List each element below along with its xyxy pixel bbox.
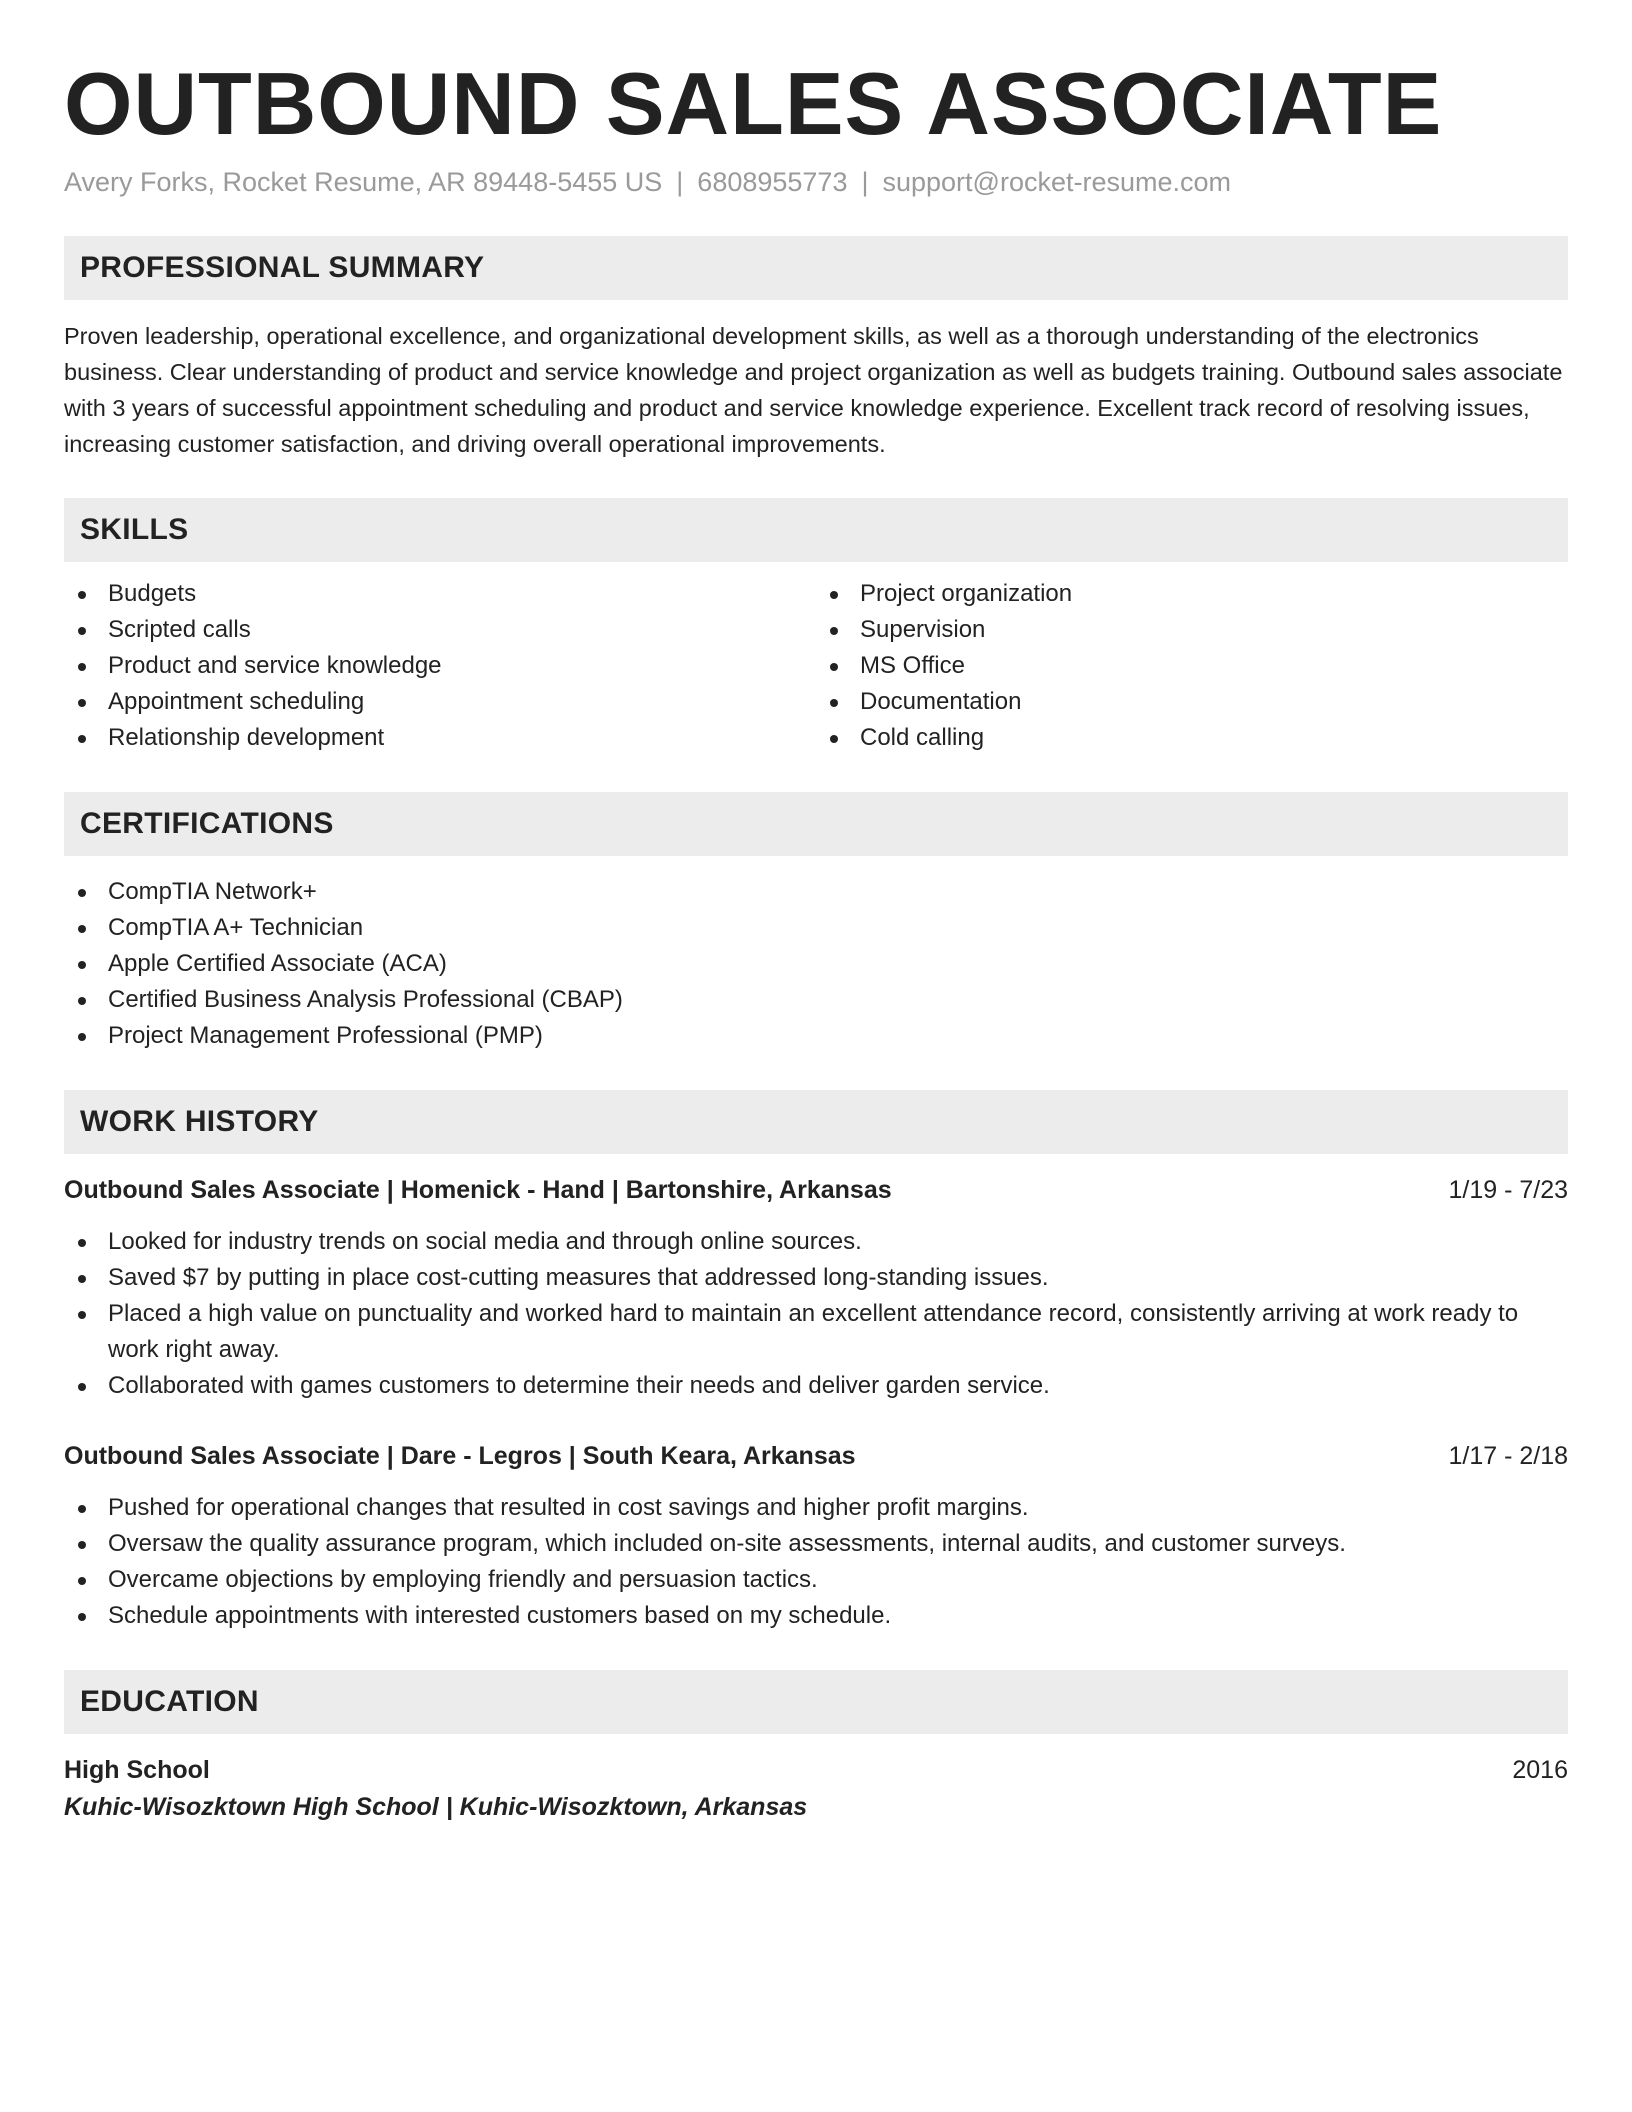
section-title: EDUCATION — [80, 1685, 259, 1718]
job-heading: Outbound Sales Associate | Homenick - Hand | Bartonshire, Arkansas — [64, 1176, 892, 1204]
list-item: Overcame objections by employing friendly and persuasion tactics. — [64, 1562, 1568, 1598]
skills-list-right — [816, 576, 1568, 756]
job-dates: 1/17 - 2/18 — [1448, 1442, 1568, 1470]
list-item: Collaborated with games customers to determine their needs and deliver garden service. — [64, 1368, 1568, 1404]
job-heading: Outbound Sales Associate | Dare - Legros | South Keara, Arkansas — [64, 1442, 856, 1470]
list-item: Product and service knowledge — [64, 648, 816, 684]
section-title: CERTIFICATIONS — [80, 807, 334, 840]
education-year: 2016 — [1512, 1756, 1568, 1784]
list-item: MS Office — [816, 648, 1568, 684]
list-item: Cold calling — [816, 720, 1568, 756]
section-header-education — [64, 1670, 1568, 1734]
job-entry — [64, 1172, 1568, 1404]
list-item: Project organization — [816, 576, 1568, 612]
list-item: Project Management Professional (PMP) — [64, 1018, 1568, 1054]
list-item: Placed a high value on punctuality and worked hard to maintain an excellent attendance record, consistently arriving at work ready to work right away. — [64, 1296, 1568, 1368]
certifications-list — [64, 874, 1568, 1054]
contact-address: Avery Forks, Rocket Resume, AR 89448-5455 US — [64, 167, 663, 197]
contact-separator: | — [861, 167, 869, 197]
job-bullets — [64, 1224, 1568, 1404]
job-bullets — [64, 1490, 1568, 1634]
section-title: PROFESSIONAL SUMMARY — [80, 251, 485, 284]
contact-separator: | — [676, 167, 684, 197]
list-item: Budgets — [64, 576, 816, 612]
list-item: Certified Business Analysis Professional (CBAP) — [64, 982, 1568, 1018]
list-item: Supervision — [816, 612, 1568, 648]
section-header-work-history — [64, 1090, 1568, 1154]
list-item: Pushed for operational changes that resulted in cost savings and higher profit margins. — [64, 1490, 1568, 1526]
job-header — [64, 1172, 1568, 1208]
job-header — [64, 1438, 1568, 1474]
summary-text: Proven leadership, operational excellence, and organizational development skills, as well as a thorough understanding of the electronics business. Clear understanding of product and service knowledge and project organization as well as budgets training. Outbound sales associate with 3 years of successful appointment scheduling and product and service knowledge experience. Excellent track record of resolving issues, increasing customer satisfaction, and driving overall operational improvements. — [64, 323, 1563, 457]
skills-list-left — [64, 576, 816, 756]
section-title: WORK HISTORY — [80, 1105, 319, 1138]
list-item: Relationship development — [64, 720, 816, 756]
contact-email: support@rocket-resume.com — [882, 167, 1232, 197]
job-entry — [64, 1438, 1568, 1634]
list-item: Appointment scheduling — [64, 684, 816, 720]
list-item: Apple Certified Associate (ACA) — [64, 946, 1568, 982]
list-item: Saved $7 by putting in place cost-cutting measures that addressed long-standing issues. — [64, 1260, 1568, 1296]
contact-phone: 6808955773 — [697, 167, 848, 197]
list-item: CompTIA Network+ — [64, 874, 1568, 910]
section-title: SKILLS — [80, 513, 189, 546]
education-header — [64, 1752, 1568, 1788]
list-item: Documentation — [816, 684, 1568, 720]
list-item: Oversaw the quality assurance program, which included on-site assessments, internal audits, and customer surveys. — [64, 1526, 1568, 1562]
skills-grid — [64, 562, 1568, 756]
list-item: Looked for industry trends on social media and through online sources. — [64, 1224, 1568, 1260]
section-header-summary — [64, 236, 1568, 300]
section-header-skills — [64, 498, 1568, 562]
list-item: CompTIA A+ Technician — [64, 910, 1568, 946]
section-header-certifications — [64, 792, 1568, 856]
list-item: Schedule appointments with interested customers based on my schedule. — [64, 1598, 1568, 1634]
contact-line — [64, 164, 1568, 200]
candidate-name: OUTBOUND SALES ASSOCIATE — [64, 54, 1443, 153]
education-degree: High School — [64, 1756, 210, 1784]
education-school: Kuhic-Wisozktown High School | Kuhic-Wisozktown, Arkansas — [64, 1793, 808, 1821]
list-item: Scripted calls — [64, 612, 816, 648]
job-dates: 1/19 - 7/23 — [1448, 1176, 1568, 1204]
